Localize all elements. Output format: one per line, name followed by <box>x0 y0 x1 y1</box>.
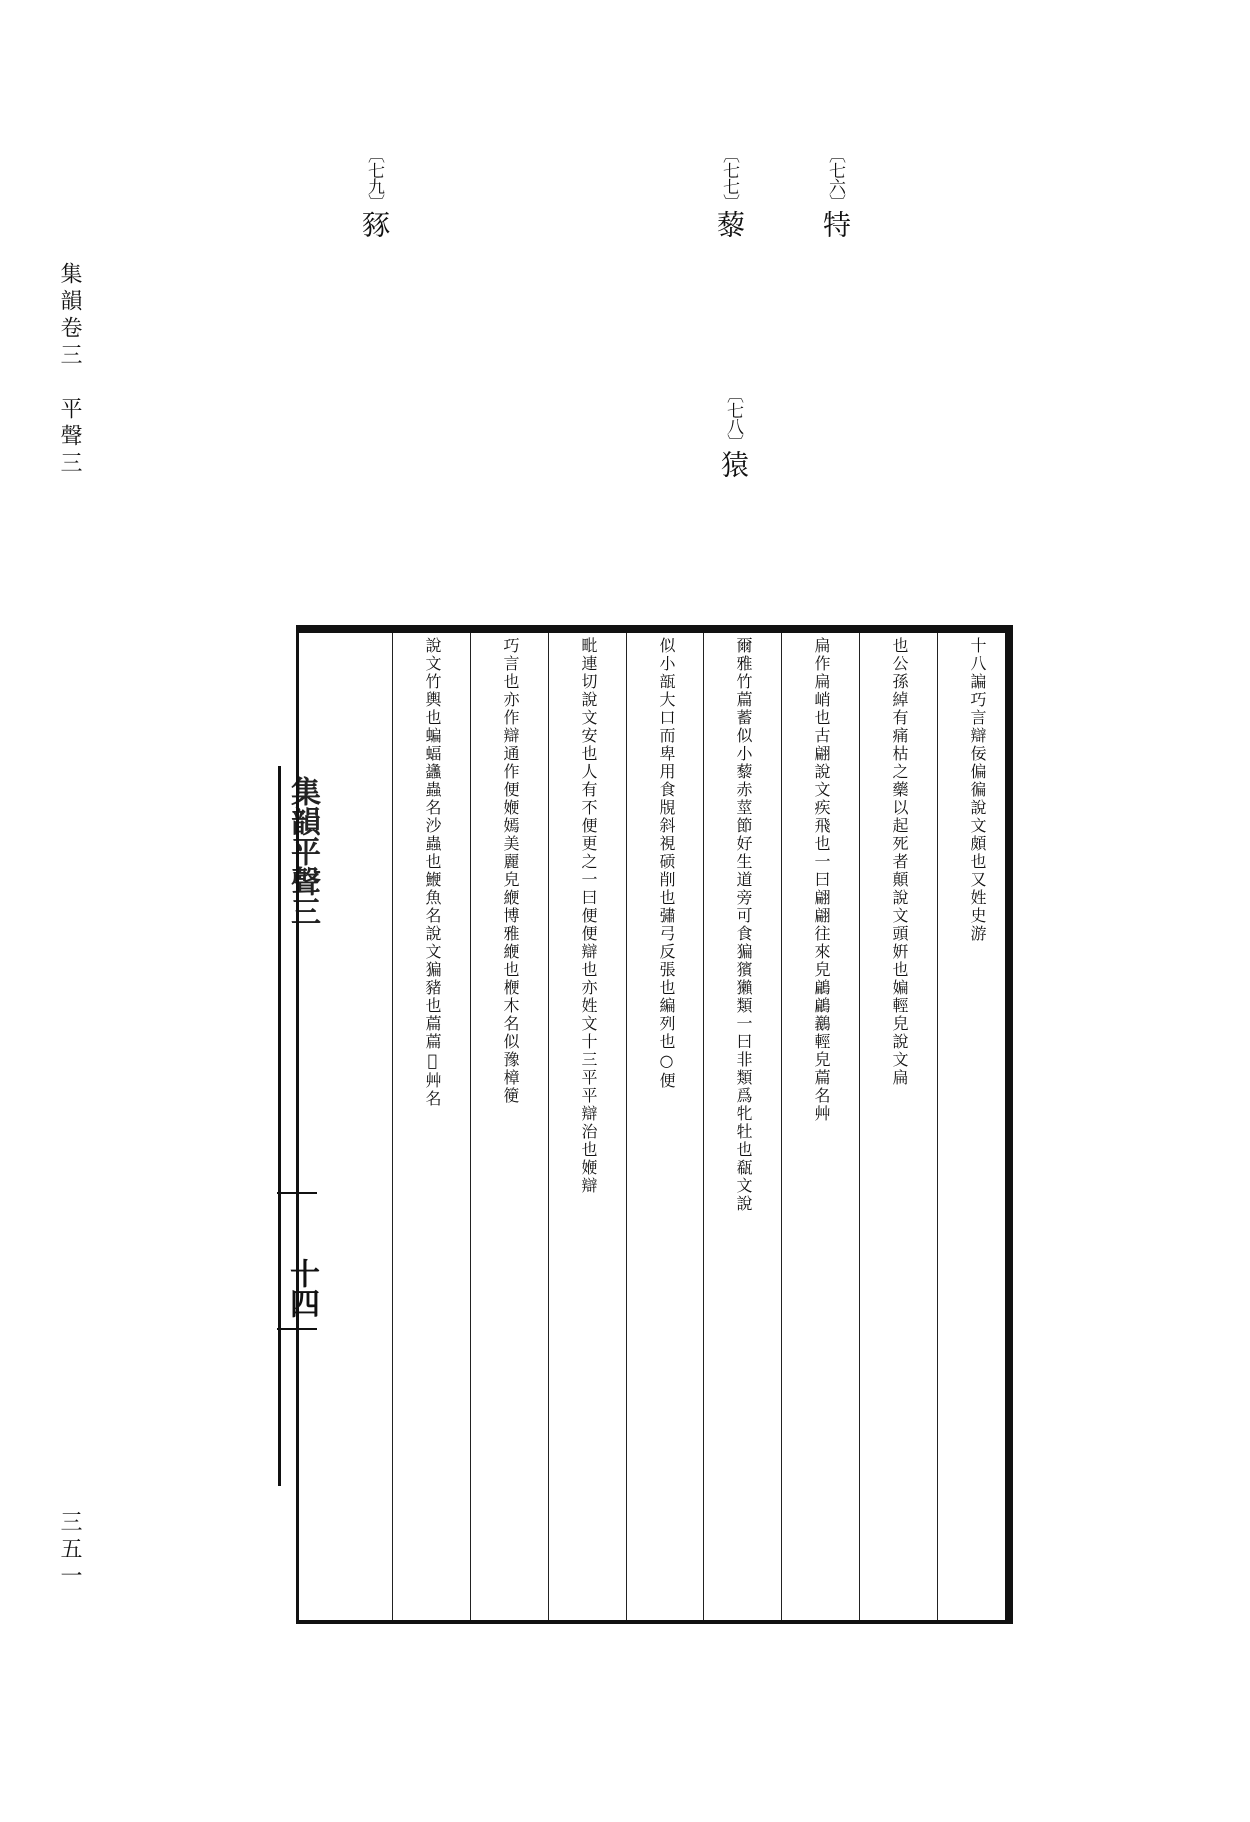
page-number: 三五一 <box>57 1510 82 1591</box>
text-column-5 <box>633 637 699 1624</box>
column-rule <box>859 633 860 1620</box>
text-column-7 <box>477 637 543 1624</box>
note-text: 豩 <box>358 210 391 238</box>
fish-tail-title: 集韻平聲三 <box>285 776 320 926</box>
column-rule <box>548 633 549 1620</box>
text-column-1 <box>944 637 1010 1624</box>
note-text: 猿 <box>717 450 750 478</box>
note-text: 特 <box>819 210 852 238</box>
text-column-2 <box>866 637 932 1624</box>
column-rule <box>470 633 471 1620</box>
column-rule <box>626 633 627 1620</box>
text-column-6 <box>555 637 621 1624</box>
note-number: 〔七六〕 <box>825 146 845 210</box>
column-text: 說文竹輿也蝙蝠蠭蟲名沙蟲也鯾魚名說文猵豬也萹萹𧅭艸名 <box>423 637 442 1108</box>
text-frame <box>296 625 1013 1624</box>
column-text: 毗連切說文安也人有不便更之一曰便便辯也亦姓文十三平平辯治也㛹辯 <box>579 637 598 1195</box>
column-rule <box>392 633 393 1620</box>
note-number: 〔七八〕 <box>723 386 743 450</box>
note-number: 〔七七〕 <box>719 146 739 210</box>
column-text: 十八諞巧言辯佞偏徧說文頗也又姓史游 <box>968 637 987 943</box>
collation-note-79 <box>357 146 391 238</box>
text-column-8 <box>399 637 465 1624</box>
column-rule <box>781 633 782 1620</box>
column-text: 扁作扁峭也古翩說文疾飛也一曰翩翩往來皃鶣鶣䴊輕皃萹名艸 <box>812 637 831 1123</box>
text-column-3 <box>788 637 854 1624</box>
text-column-4 <box>710 637 776 1624</box>
collation-note-76 <box>818 146 852 238</box>
collation-note-78 <box>716 386 750 478</box>
collation-note-77 <box>712 146 746 238</box>
note-text: 藜 <box>713 210 746 238</box>
fish-tail-leaf-number: 十四 <box>284 1258 319 1318</box>
column-text: 巧言也亦作辯通作便㛹嫣美麗皃緶博雅緶也楩木名似豫樟箯 <box>501 637 520 1105</box>
column-text: 似小瓿大口而卑用食覑斜視䂵削也彇弓反張也編列也○便 <box>657 637 676 1090</box>
running-title: 集韻卷三 平聲三 <box>57 262 82 478</box>
column-rule <box>703 633 704 1620</box>
column-text: 爾雅竹萹蓄似小藜赤莖節好生道旁可食猵獱獺類一曰非類爲牝牡也瓻文說 <box>734 637 753 1213</box>
column-text: 也公孫綽有痛枯之藥以起死者顛說文頭姸也媥輕皃說文扁 <box>890 637 909 1087</box>
note-number: 〔七九〕 <box>364 146 384 210</box>
column-rule <box>937 633 938 1620</box>
